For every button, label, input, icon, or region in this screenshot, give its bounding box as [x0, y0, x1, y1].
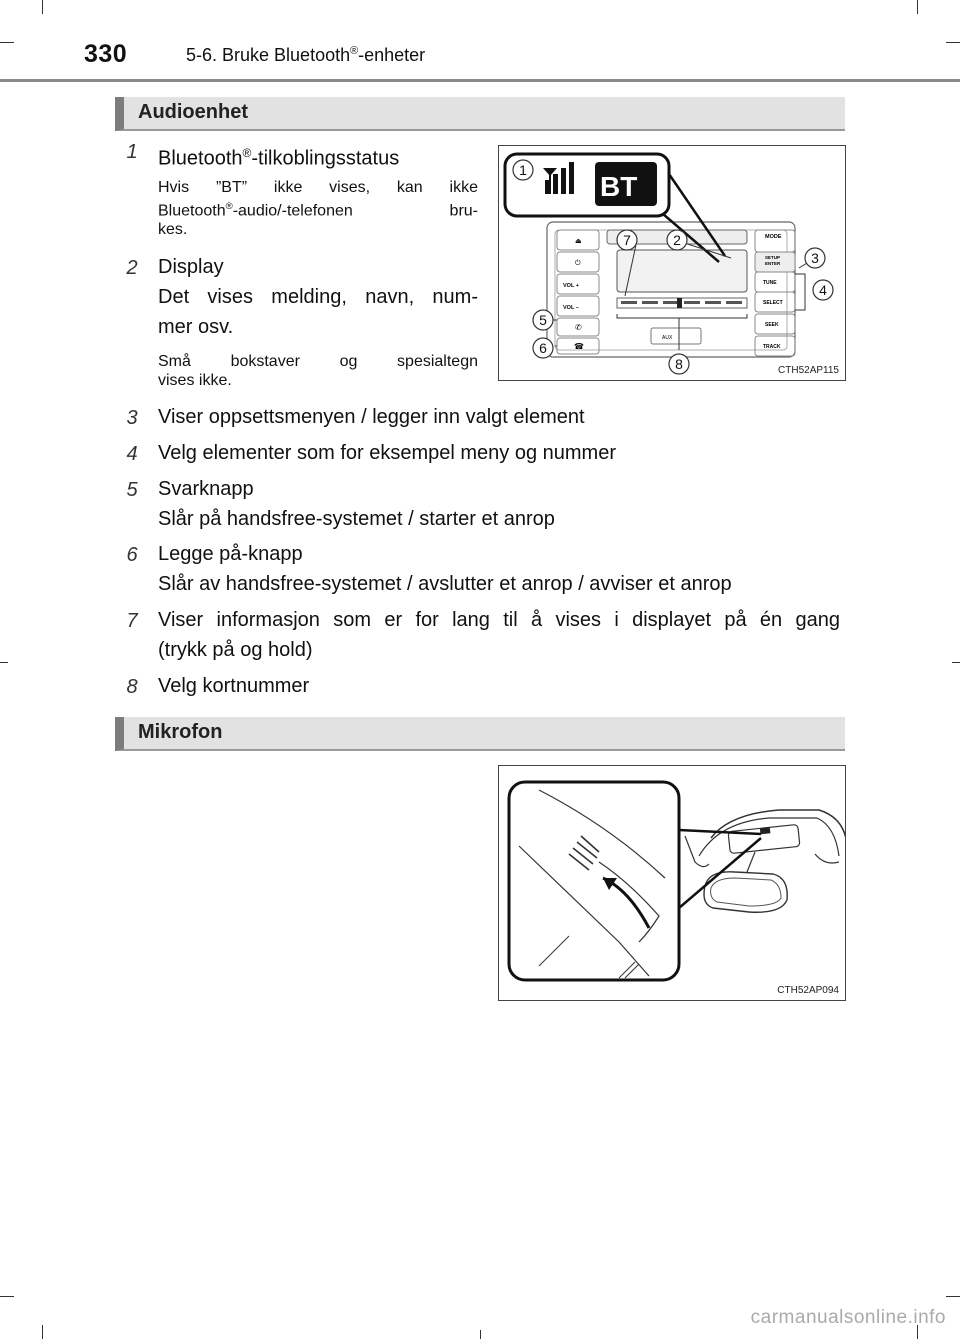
page-number: 330: [84, 40, 128, 68]
svg-text:SELECT: SELECT: [763, 300, 783, 306]
crop-mark: [952, 662, 960, 663]
svg-text:4: 4: [819, 282, 827, 298]
svg-text:BT: BT: [600, 171, 638, 202]
svg-text:6: 6: [539, 340, 547, 356]
crop-mark: [946, 1296, 960, 1297]
item-description: Hvis ”BT” ikke vises, kan ikke Bluetooth®-audio/-telefonen bru- kes.: [158, 179, 478, 239]
svg-text:AUX: AUX: [662, 335, 673, 341]
item-title: Bluetooth®-tilkoblingsstatus: [158, 146, 400, 170]
microphone-illustration: [499, 766, 846, 1001]
figure-code: CTH52AP115: [778, 365, 839, 376]
crop-mark: [0, 1296, 14, 1297]
svg-text:7: 7: [623, 232, 631, 248]
svg-text:SEEK: SEEK: [765, 322, 779, 328]
item-number: 3: [126, 407, 138, 429]
item-title: Velg kortnummer: [158, 675, 310, 697]
item-title: Viser informasjon som er for lang til å vises i displayet på én gang (trykk på og hold): [158, 609, 840, 661]
item-number: 1: [126, 141, 138, 163]
section-heading-audio: Audioenhet: [115, 97, 845, 131]
crop-mark: [946, 42, 960, 43]
audio-unit-illustration: [499, 146, 846, 381]
item-number: 4: [126, 443, 138, 465]
svg-text:8: 8: [675, 356, 683, 372]
svg-text:5: 5: [539, 312, 547, 328]
crop-mark: [0, 662, 8, 663]
svg-text:☎: ☎: [574, 342, 584, 351]
item-number: 8: [126, 676, 138, 698]
section-heading-mic: Mikrofon: [115, 717, 845, 751]
crop-mark: [42, 1325, 43, 1339]
item-title: Svarknapp Slår på handsfree-systemet / starter et anrop: [158, 478, 555, 530]
item-number: 5: [126, 479, 138, 501]
crop-mark: [0, 42, 14, 43]
svg-text:✆: ✆: [575, 323, 582, 332]
svg-text:TUNE: TUNE: [763, 280, 777, 286]
svg-text:VOL +: VOL +: [563, 283, 579, 289]
microphone-figure: [498, 765, 846, 1001]
item-title: Display Det vises melding, navn, num- mer osv.: [158, 256, 478, 338]
item-title: Viser oppsettsmenyen / legger inn valgt element: [158, 406, 585, 428]
item-number: 6: [126, 544, 138, 566]
svg-text:ENTER: ENTER: [765, 261, 781, 266]
crop-mark: [42, 0, 43, 14]
svg-text:VOL –: VOL –: [563, 305, 579, 311]
item-number: 7: [126, 610, 138, 632]
header-rule: [0, 79, 960, 82]
svg-text:MODE: MODE: [765, 234, 782, 240]
svg-text:3: 3: [811, 250, 819, 266]
svg-text:⏏: ⏏: [575, 237, 582, 245]
svg-text:2: 2: [673, 232, 681, 248]
svg-text:⏻: ⏻: [575, 259, 581, 267]
figure-code: CTH52AP094: [777, 985, 839, 996]
crop-mark: [480, 1330, 481, 1339]
item-title: Velg elementer som for eksempel meny og nummer: [158, 442, 616, 464]
svg-text:1: 1: [519, 162, 527, 178]
audio-unit-figure: [498, 145, 846, 381]
svg-text:TRACK: TRACK: [763, 344, 781, 350]
item-title: Legge på-knapp Slår av handsfree-systemet / avslutter et anrop / avviser et anrop: [158, 543, 732, 595]
crop-mark: [917, 0, 918, 14]
item-description: Små bokstaver og spesialtegn vises ikke.: [158, 353, 478, 389]
chapter-title: 5-6. Bruke Bluetooth®-enheter: [186, 45, 426, 65]
svg-text:SETUP: SETUP: [765, 255, 781, 260]
item-number: 2: [126, 257, 138, 279]
watermark: carmanualsonline.info: [750, 1307, 946, 1328]
